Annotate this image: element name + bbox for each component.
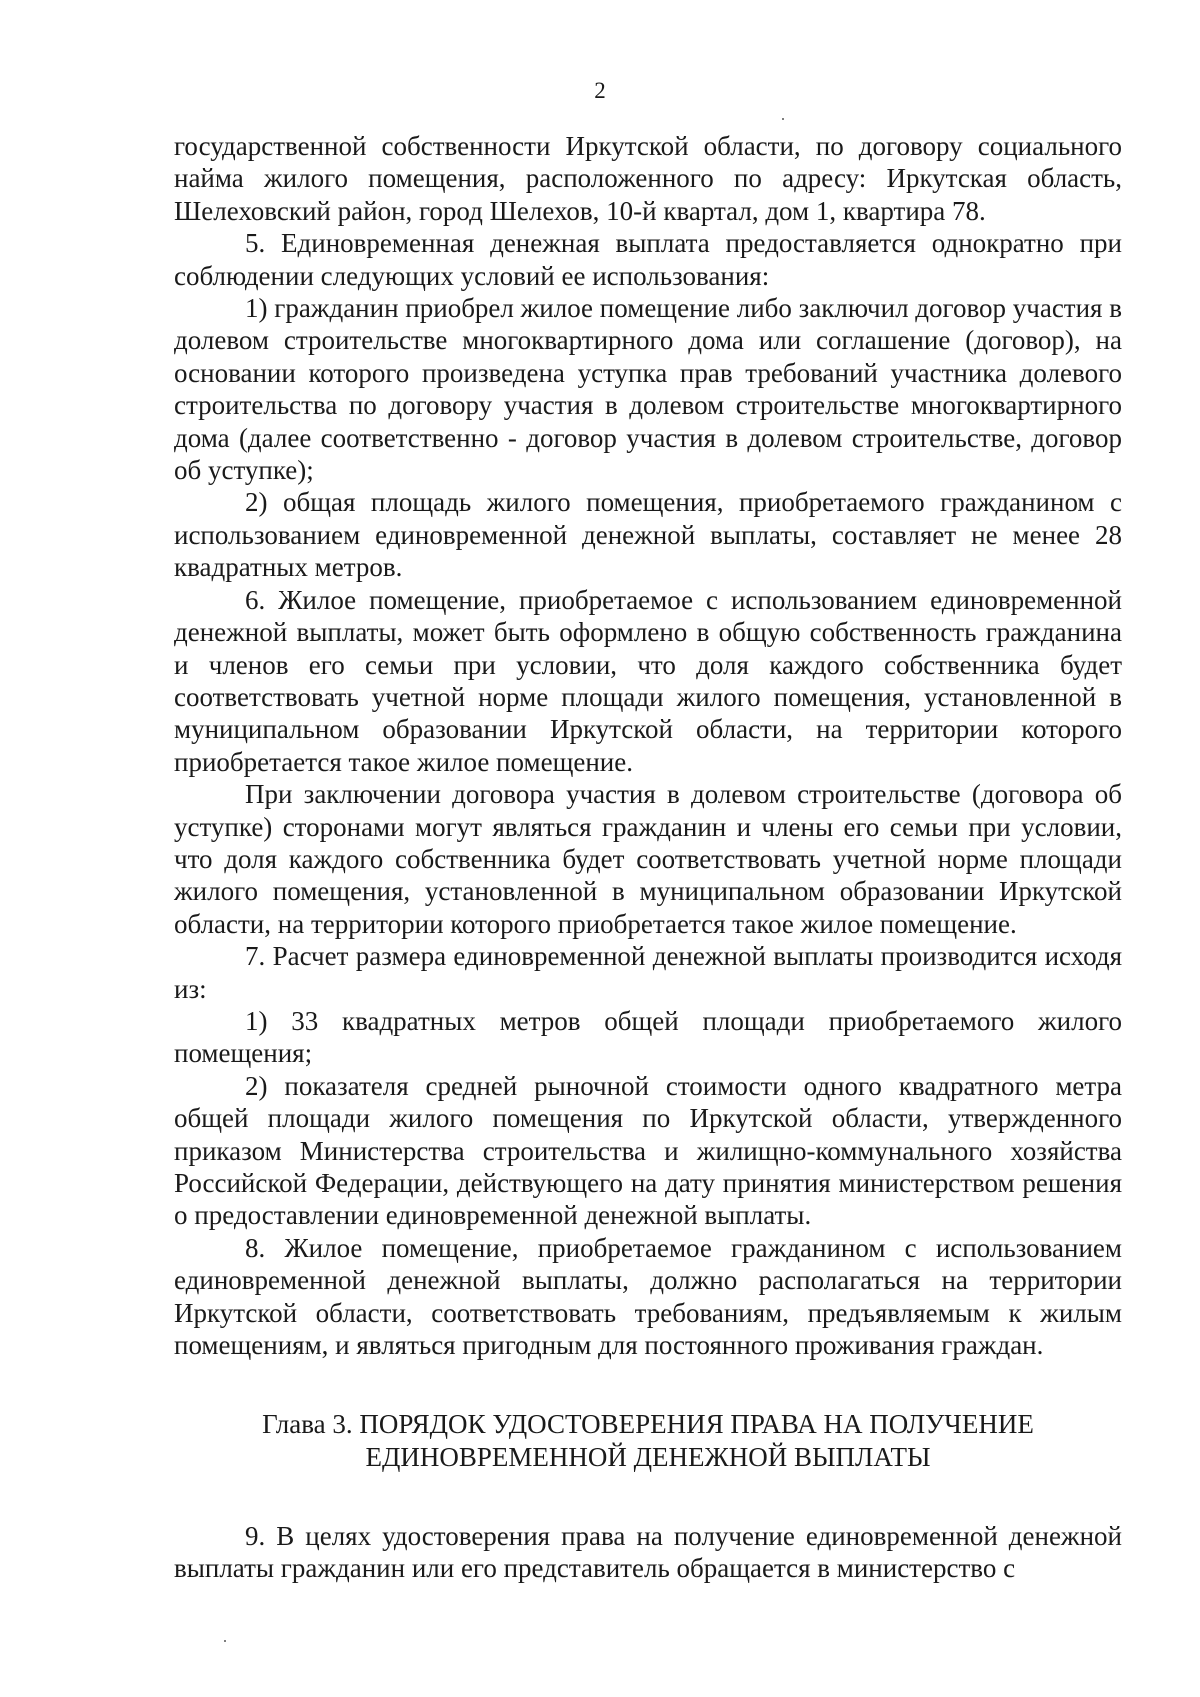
paragraph-item-7: 7. Расчет размера единовременной денежной выплаты производится исходя из: (174, 941, 1122, 1004)
paragraph-item-8: 8. Жилое помещение, приобретаемое гражданином с использованием единовременной денежной выплаты, должно располагаться на территории Иркутской области, соответствовать требованиям, предъявляемым к жилым помещениям, и являться пригодным для постоянного проживания граждан. (174, 1232, 1122, 1361)
paragraph-item-5-2: 2) общая площадь жилого помещения, приобретаемого гражданином с использованием единовременной денежной выплаты, составляет не менее 28 квадратных метров. (174, 487, 1122, 583)
paragraph-item-9: 9. В целях удостоверения права на получение единовременной денежной выплаты гражданин или его представитель обращается в министерство с (174, 1521, 1122, 1584)
paragraph-continuation: государственной собственности Иркутской области, по договору социального найма жилого помещения, расположенного по адресу: Иркутская область, Шелеховский район, город Шелехов, 10-й квартал, дом 1, квартира 78. (174, 131, 1122, 226)
chapter-heading-line-1: Глава 3. ПОРЯДОК УДОСТОВЕРЕНИЯ ПРАВА НА ПОЛУЧЕНИЕ (262, 1409, 1034, 1439)
paragraph-item-7-2: 2) показателя средней рыночной стоимости одного квадратного метра общей площади жилого помещения по Иркутской области, утвержденного приказом Министерства строительства и жилищно-коммунального хозяйства Российской Федерации, действующего на дату принятия министерством решения о предоставлении единовременной денежной выплаты. (174, 1070, 1122, 1231)
paragraph-item-5: 5. Единовременная денежная выплата предоставляется однократно при соблюдении следующих условий ее использования: (174, 228, 1122, 291)
paragraph-item-6: 6. Жилое помещение, приобретаемое с использованием единовременной денежной выплаты, может быть оформлено в общую собственность гражданина и членов его семьи при условии, что доля каждого собственника будет соответствовать учетной норме площади жилого помещения, установленной в муниципальном образовании Иркутской области, на территории которого приобретается такое жилое помещение. (174, 584, 1122, 777)
chapter-heading-line-2: ЕДИНОВРЕМЕННОЙ ДЕНЕЖНОЙ ВЫПЛАТЫ (365, 1442, 931, 1472)
document-body-continued (174, 1520, 1122, 1585)
paragraph-item-6-second: При заключении договора участия в долевом строительстве (договора об уступке) сторонами могут являться гражданин и члены его семьи при условии, что доля каждого собственника будет соответствовать учетной норме площади жилого помещения, установленной в муниципальном образовании Иркутской области, на территории которого приобретается такое жилое помещение. (174, 779, 1122, 939)
chapter-heading (174, 1408, 1122, 1474)
scan-speck (224, 1640, 226, 1642)
page-number: 2 (594, 78, 606, 103)
document-body (174, 130, 1122, 1361)
scan-speck (782, 118, 784, 120)
paragraph-item-7-1: 1) 33 квадратных метров общей площади приобретаемого жилого помещения; (174, 1005, 1122, 1069)
paragraph-item-5-1: 1) гражданин приобрел жилое помещение либо заключил договор участия в долевом строительстве многоквартирного дома или соглашение (договор), на основании которого произведена уступка прав требований участника долевого строительства по договору участия в долевом строительстве многоквартирного дома (далее соответственно - договор участия в долевом строительстве, договор об уступке); (174, 293, 1122, 486)
